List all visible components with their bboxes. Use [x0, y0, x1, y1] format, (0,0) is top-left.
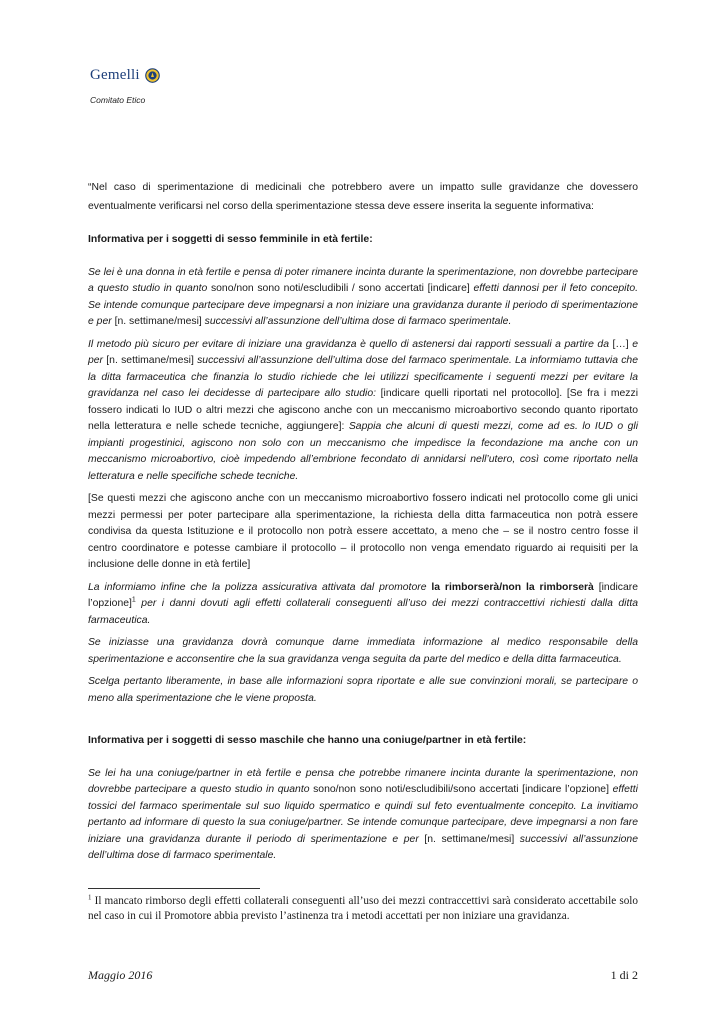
p4-part-b: la rimborserà/non la rimborserà: [431, 581, 594, 593]
page-number: 1 di 2: [610, 968, 638, 982]
text-run: successivi all’assunzione dell’ultima dose di farmaco sperimentale.: [88, 833, 638, 861]
text-run: Se lei ha una coniuge/partner in età fertile e pensa che potrebbe rimanere incinta durante la sperimentazione, non dovrebbe partecipare a questo studio in quanto: [88, 767, 638, 795]
footnote-text: Il mancato rimborso degli effetti collaterali conseguenti all’uso dei mezzi contraccettivi sarà considerato accettabile solo nel caso in cui il Promotore abbia previsto l’astinenza tra i metodi accettati per non iniziare una gravidanza.: [88, 895, 638, 922]
text-run: sono/non sono noti/escludibili/sono accertati [indicare l’opzione]: [313, 784, 613, 795]
footnote-ref: 1: [131, 596, 136, 604]
male-section-heading: Informativa per i soggetti di sesso maschile che hanno una coniuge/partner in età fertile:: [88, 735, 527, 746]
document-body: [88, 178, 638, 865]
text-run: effetti tossici del farmaco sperimentale sul suo liquido spermatico e quindi sul feto eventualmente concepito. La invitiamo pertanto ad informare di questo la sua coniuge/partner. Se intende comunque partecipare, deve impegnarsi a non fare iniziare una gravidanza durante il periodo di sperimentazione e per: [88, 784, 638, 845]
footer-date: Maggio 2016: [88, 968, 153, 982]
text-run: [n. settimane/mesi]: [106, 355, 198, 366]
p4-part-c: [indicare l’opzione]: [88, 581, 639, 609]
p4-part-a: La informiamo infine che la polizza assicurativa attivata dal promotore: [88, 581, 432, 593]
text-run: [n. settimane/mesi]: [114, 316, 205, 327]
female-paragraph-3: [Se questi mezzi che agiscono anche con un meccanismo microabortivo fossero indicati nel protocollo come gli unici mezzi permessi per poter partecipare alla sperimentazione, la richiesta della ditta farmaceutica non potrà essere condivisa da questa Istituzione e il protocollo non potrà essere accettato, a meno che – se il nostro centro fosse il centro coordinatore e potesse cambiare il protocollo – il protocollo non venga emendato riguardo ai requisiti per la inclusione delle donne in età fertile]: [88, 493, 638, 570]
gemelli-seal-icon: [145, 68, 160, 83]
female-paragraph-5: Se iniziasse una gravidanza dovrà comunque darne immediata informazione al medico responsabile della sperimentazione e acconsentire che la sua gravidanza venga seguita da parte del medico e della ditta farmaceutica.: [88, 637, 638, 665]
text-run: Se lei è una donna in età fertile e pensa di poter rimanere incinta durante la sperimentazione, non dovrebbe partecipare a questo studio in quanto: [88, 266, 638, 294]
text-run: [n. settimane/mesi]: [424, 833, 520, 845]
logo-text: Gemelli: [90, 66, 140, 83]
text-run: sono/non sono noti/escludibili / sono accertati [indicare]: [210, 283, 474, 294]
text-run: […]: [612, 338, 633, 350]
gemelli-logo: [90, 64, 160, 86]
female-section-heading: Informativa per i soggetti di sesso femminile in età fertile:: [88, 234, 373, 245]
committee-label: Comitato Etico: [90, 95, 146, 105]
male-paragraph-1: [88, 766, 638, 865]
p4-part-d: per i danni dovuti agli effetti collaterali conseguenti all’uso dei mezzi contraccettivi richiesti dalla ditta farmaceutica.: [88, 598, 638, 626]
female-paragraph-2: [88, 337, 638, 486]
text-run: e per: [88, 338, 639, 366]
text-run: effetti dannosi per il feto concepito. Se intende comunque partecipare deve impegnarsi a non iniziare una gravidanza durante il periodo di sperimentazione e per: [88, 283, 638, 327]
intro-paragraph: “Nel caso di sperimentazione di medicinali che potrebbero avere un impatto sulle gravidanze che dovessero eventualmente verificarsi nel corso della sperimentazione stessa deve essere inserita la seguente informativa:: [88, 182, 638, 212]
text-run: Sappia che alcuni di questi mezzi, come ad es. lo IUD o gli impianti progestinici, agiscono non solo con un meccanismo che impedisce la fecondazione ma anche con un meccanismo microabortivo, cioè impedendo all’embrione fecondato di annidarsi nell’utero, così come riportato nella letteratura e nelle specifiche schede tecniche.: [88, 421, 639, 482]
text-run: successivi all’assunzione dell’ultima dose del farmaco sperimentale. La informiamo tuttavia che la ditta farmaceutica che finanzia lo studio richiede che lei utilizzi specificamente i seguenti mezzi per evitare la gravidanza nel caso lei decidesse di partecipare allo studio:: [88, 355, 638, 399]
female-paragraph-6: Scelga pertanto liberamente, in base alle informazioni sopra riportate e alle sue convinzioni morali, se partecipare o meno alla sperimentazione che le viene proposta.: [88, 676, 638, 704]
footnote-separator: [88, 888, 260, 889]
text-run: [indicare quelli riportati nel protocollo]. [Se fra i mezzi fossero indicati lo IUD o altri mezzi che agiscono anche con un meccanismo microabortivo secondo quanto riportato nella letteratura e nelle schede tecniche, aggiungere]:: [88, 388, 638, 432]
text-run: successivi all’assunzione dell’ultima dose di farmaco sperimentale.: [204, 316, 512, 327]
footnote: [88, 894, 638, 923]
footnote-number: 1: [88, 893, 92, 902]
text-run: Il metodo più sicuro per evitare di iniziare una gravidanza è quello di astenersi dai rapporti sessuali a partire da: [88, 338, 613, 350]
female-paragraph-4: [88, 580, 638, 630]
female-paragraph-1: [88, 265, 638, 331]
